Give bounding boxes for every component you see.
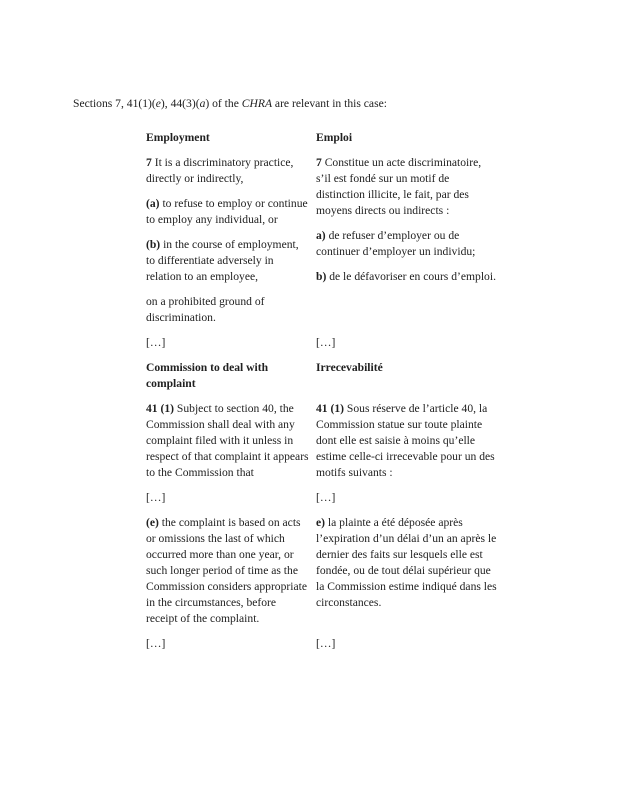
table-cell-fr <box>316 401 498 481</box>
statute-paragraph-en <box>146 401 310 481</box>
table-cell-en <box>146 335 310 351</box>
omission-marker-en: […] <box>146 336 166 349</box>
table-row <box>146 360 518 392</box>
paragraph-text: the complaint is based on acts or omissions the last of which occurred more than one year, or such longer period of time as the Commission considers appropriate in the circumstances, before receipt of the complaint. <box>146 516 307 625</box>
paragraph-text: to refuse to employ or continue to employ any individual, or <box>146 197 308 226</box>
statute-paragraph-en <box>146 196 310 228</box>
paragraph-text: Sous réserve de l’article 40, la Commission statue sur toute plainte dont elle est saisie à moins qu’elle estime celle-ci irrecevable pour un des motifs suivants : <box>316 402 495 479</box>
omission-marker-en: […] <box>146 637 166 650</box>
statute-paragraph-en <box>146 294 310 326</box>
table-cell-fr <box>316 636 498 652</box>
paragraph-number: (b) <box>146 238 161 251</box>
paragraph-text: la plainte a été déposée après l’expiration d’un délai d’un an après le dernier des faits sur lesquels elle est fondée, ou de tout délai supérieur que la Commission estime indiqué dans les circonstances. <box>316 516 497 609</box>
paragraph-number: a) <box>316 229 326 242</box>
table-row <box>146 490 518 506</box>
paragraph-number: 41 (1) <box>316 402 345 415</box>
intro-italic-part: CHRA <box>241 97 273 110</box>
table-row <box>146 155 518 326</box>
statute-paragraph-en <box>146 155 310 187</box>
omission-marker-fr: […] <box>316 491 336 504</box>
omission-marker-fr: […] <box>316 336 336 349</box>
paragraph-text: de le défavoriser en cours d’emploi. <box>329 270 496 283</box>
paragraph-number: (e) <box>146 516 159 529</box>
table-row <box>146 130 518 146</box>
table-row <box>146 636 518 652</box>
table-cell-fr <box>316 360 498 392</box>
statute-paragraph-en <box>146 515 310 627</box>
paragraph-text: Subject to section 40, the Commission shall deal with any complaint filed with it unless in respect of that complaint it appears to the Commission that <box>146 402 309 479</box>
intro-line <box>73 96 387 112</box>
table-cell-fr <box>316 515 498 627</box>
paragraph-number: (a) <box>146 197 160 210</box>
column-heading-en: Employment <box>146 131 210 144</box>
paragraph-number: 41 (1) <box>146 402 175 415</box>
intro-text-part: ), 44(3)( <box>160 97 200 110</box>
paragraph-number: 7 <box>316 156 322 169</box>
intro-text-part: ) of the <box>205 97 242 110</box>
table-row <box>146 335 518 351</box>
statute-paragraph-fr <box>316 515 498 611</box>
intro-text-part: are relevant in this case: <box>272 97 387 110</box>
column-heading-fr: Emploi <box>316 131 353 144</box>
omission-marker-en: […] <box>146 491 166 504</box>
paragraph-number: b) <box>316 270 327 283</box>
intro-text-part: Sections 7, 41(1)( <box>73 97 156 110</box>
statute-paragraph-fr <box>316 401 498 481</box>
table-cell-fr <box>316 490 498 506</box>
omission-marker-fr: […] <box>316 637 336 650</box>
table-cell-fr <box>316 335 498 351</box>
table-cell-fr <box>316 130 498 146</box>
table-cell-fr <box>316 155 498 326</box>
statute-paragraph-fr <box>316 155 498 219</box>
statute-paragraph-en <box>146 237 310 285</box>
paragraph-text: Constitue un acte discriminatoire, s’il est fondé sur un motif de distinction illicite, le fait, par des moyens directs ou indirects : <box>316 156 482 217</box>
table-cell-en <box>146 401 310 481</box>
intro-italic-part: e <box>155 97 161 110</box>
paragraph-text: It is a discriminatory practice, directly or indirectly, <box>146 156 294 185</box>
statute-paragraph-fr <box>316 228 498 260</box>
table-row <box>146 401 518 481</box>
paragraph-number: 7 <box>146 156 152 169</box>
column-heading-en: Commission to deal with complaint <box>146 361 269 390</box>
paragraph-text: on a prohibited ground of discrimination. <box>146 295 265 324</box>
table-cell-en <box>146 636 310 652</box>
paragraph-number: e) <box>316 516 326 529</box>
table-cell-en <box>146 490 310 506</box>
paragraph-text: in the course of employment, to differentiate adversely in relation to an employee, <box>146 238 299 283</box>
table-cell-en <box>146 130 310 146</box>
intro-italic-part: a <box>199 97 206 110</box>
statute-paragraph-fr <box>316 269 498 285</box>
table-cell-en <box>146 155 310 326</box>
column-heading-fr: Irrecevabilité <box>316 361 383 374</box>
table-cell-en <box>146 515 310 627</box>
table-cell-en <box>146 360 310 392</box>
table-row <box>146 515 518 627</box>
paragraph-text: de refuser d’employer ou de continuer d’employer un individu; <box>316 229 476 258</box>
bilingual-statute-table <box>146 130 518 652</box>
